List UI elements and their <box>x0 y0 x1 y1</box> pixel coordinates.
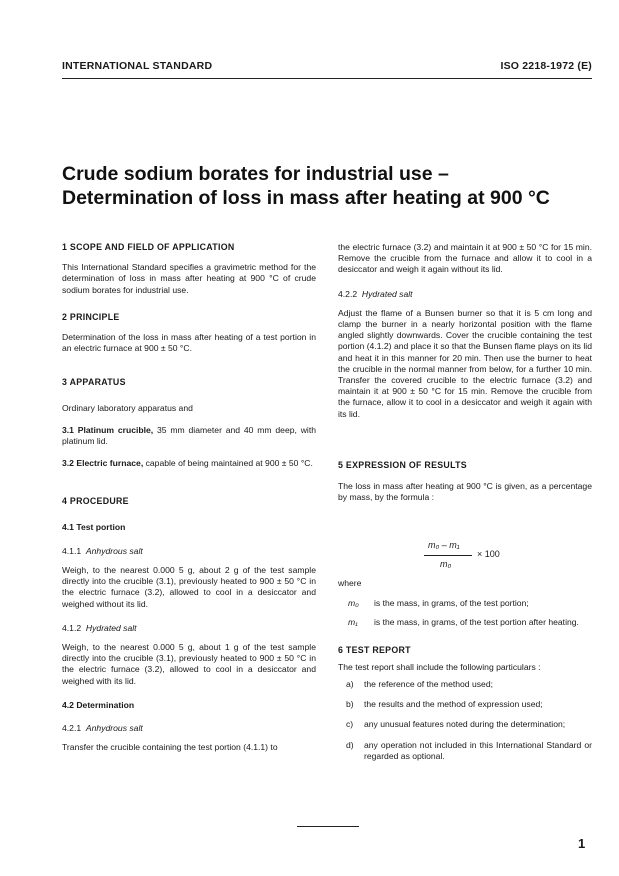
legend-m1 <box>338 617 592 628</box>
report-item-d-text: any operation not included in this International Standard or regarded as optional. <box>364 739 592 761</box>
report-item-d <box>338 740 592 762</box>
section-3-heading: 3 APPARATUS <box>62 377 126 388</box>
section-4-2-2-text: Adjust the flame of a Bunsen burner so that it is 5 cm long and clamp the burner in a nearly horizontal position with the flame angled slightly downwards. Cover the crucible containing the test portion (4.1.2) and place it so that the Bunsen flame plays on its lid and heat it in this manner for 20 min. Then use the burner to heat the crucible in the normal manner from below, for a further 10 min. Transfer the covered crucible to the electric furnace (3.2) and maintain it at 900 ± 50 °C for 15 min. Remove the crucible from the furnace, allow it to cool in a desiccator and weigh it again with its lid. <box>338 307 592 419</box>
report-item-a <box>338 679 592 690</box>
section-4-2-1-heading <box>62 723 316 734</box>
section-4-2-2-number: 4.2.2 <box>338 288 358 299</box>
section-5-text: The loss in mass after heating at 900 °C is given, as a percentage by mass, by the formula : <box>338 481 592 503</box>
report-item-a-text: the reference of the method used; <box>364 679 493 690</box>
footer-rule <box>297 826 359 827</box>
section-6-text: The test report shall include the following particulars : <box>338 661 541 672</box>
section-3-1 <box>62 425 316 447</box>
legend-m0-text: is the mass, in grams, of the test portion; <box>374 598 529 609</box>
report-item-b-text: the results and the method of expression used; <box>364 699 543 710</box>
header-rule <box>62 78 592 79</box>
page-number: 1 <box>578 836 586 851</box>
section-3-text: Ordinary laboratory apparatus and <box>62 402 193 413</box>
section-3-2-label: 3.2 Electric furnace, <box>62 458 144 469</box>
section-1-text: This International Standard specifies a gravimetric method for the determination of loss in mass after heating at 900 °C of crude sodium borates for industrial use. <box>62 262 316 295</box>
section-4-1-2-text: Weigh, to the nearest 0.000 5 g, about 1 g of the test sample directly into the crucible (3.1), previously heated to 900 ± 50 °C in the electric furnace (3.2), allowed to cool in a desiccator and weighed with its lid. <box>62 642 316 686</box>
section-4-1-2-title: Hydrated salt <box>85 622 137 633</box>
section-4-1-1-number: 4.1.1 <box>62 545 82 556</box>
section-4-1-1-heading <box>62 546 316 557</box>
section-4-2-2-heading <box>338 289 592 300</box>
legend-m1-text: is the mass, in grams, of the test portion after heating. <box>374 617 579 628</box>
section-1-heading: 1 SCOPE AND FIELD OF APPLICATION <box>62 242 235 252</box>
legend-m0 <box>338 598 592 609</box>
right-column <box>338 242 592 503</box>
section-3-2-text: capable of being maintained at 900 ± 50 °C. <box>143 458 313 469</box>
report-item-a-label: a) <box>346 679 354 690</box>
report-item-c <box>338 719 592 730</box>
report-item-b-label: b) <box>346 699 354 710</box>
section-5-heading: 5 EXPRESSION OF RESULTS <box>338 459 467 470</box>
document-title-line-1: Crude sodium borates for industrial use – <box>62 163 449 185</box>
report-item-c-label: c) <box>346 719 354 730</box>
section-4-1-2-heading <box>62 623 316 634</box>
formula-numerator: m₀ – m₁ <box>428 540 460 550</box>
formula-fraction-bar <box>424 555 472 556</box>
report-item-d-label: d) <box>346 739 354 750</box>
header-document-number: ISO 2218-1972 (E) <box>500 60 592 72</box>
section-3-2 <box>62 458 316 469</box>
formula-denominator: m₀ <box>440 559 452 569</box>
document-title-line-2: Determination of loss in mass after heating at 900 °C <box>62 187 550 209</box>
formula-legend <box>338 578 592 762</box>
section-2-text: Determination of the loss in mass after heating of a test portion in an electric furnace at 900 ± 50 °C. <box>62 332 316 354</box>
section-4-heading: 4 PROCEDURE <box>62 496 129 507</box>
section-3-1-text: 35 mm diameter and 40 mm deep, with platinum lid. <box>62 424 316 447</box>
section-4-2-1-text: Transfer the crucible containing the test portion (4.1.1) to <box>62 742 278 753</box>
section-4-1-heading: 4.1 Test portion <box>62 521 126 532</box>
section-4-2-1-number: 4.2.1 <box>62 723 82 734</box>
section-4-2-1-title: Anhydrous salt <box>85 723 143 734</box>
section-4-2-1-continued-text: the electric furnace (3.2) and maintain it at 900 ± 50 °C for 15 min. Remove the crucible from the furnace and allow it to cool in a desiccator and weigh it again without its lid. <box>338 242 592 275</box>
section-4-1-1-title: Anhydrous salt <box>85 545 143 556</box>
section-4-1-2-number: 4.1.2 <box>62 622 82 633</box>
report-item-b <box>338 699 592 710</box>
header-standard-label: INTERNATIONAL STANDARD <box>62 60 213 72</box>
where-label: where <box>338 578 362 588</box>
legend-m0-symbol: m₀ <box>348 598 359 609</box>
report-item-c-text: any unusual features noted during the determination; <box>364 719 566 730</box>
section-2-heading: 2 PRINCIPLE <box>62 311 120 322</box>
section-6-heading: 6 TEST REPORT <box>338 644 411 655</box>
section-4-2-heading: 4.2 Determination <box>62 699 135 710</box>
section-3-1-label: 3.1 Platinum crucible, <box>62 424 154 435</box>
formula-factor: × 100 <box>477 549 500 559</box>
section-4-1-1-text: Weigh, to the nearest 0.000 5 g, about 2 g of the test sample directly into the crucible (3.1), previously heated to 900 ± 50 °C in the electric furnace (3.2), allowed to cool in a desiccator and weighed without its lid. <box>62 565 316 609</box>
legend-m1-symbol: m₁ <box>348 617 358 628</box>
section-4-2-2-title: Hydrated salt <box>361 288 413 299</box>
left-column <box>62 242 316 753</box>
